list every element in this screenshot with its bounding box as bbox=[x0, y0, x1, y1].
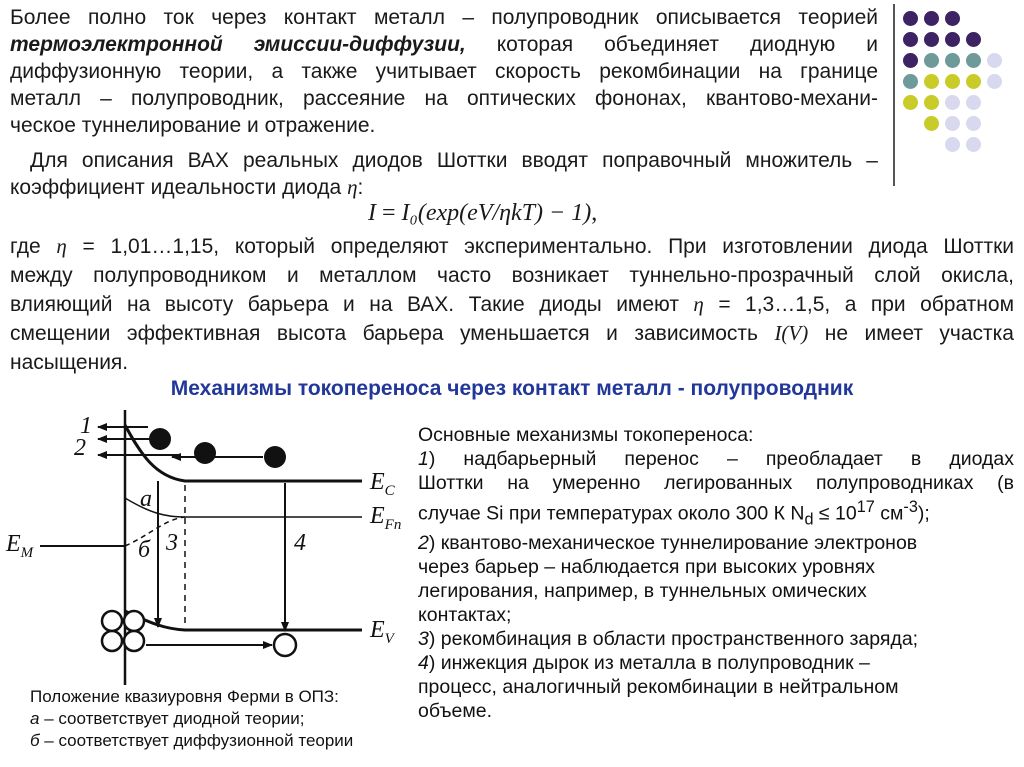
formula-lhs: I bbox=[368, 200, 376, 226]
label-1: 1 bbox=[80, 413, 92, 439]
decorative-dot bbox=[966, 32, 981, 47]
decorative-dot bbox=[924, 95, 939, 110]
decorative-dot bbox=[966, 53, 981, 68]
mechanism-4-line-3: объеме. bbox=[418, 700, 493, 723]
colon: : bbox=[357, 176, 364, 199]
mechanism-1-text-3d: ); bbox=[917, 502, 930, 525]
values-line-4-start: смещении эффективная высота барьера уменьшается и зависимость bbox=[10, 322, 758, 345]
decorative-dot bbox=[924, 32, 939, 47]
emission-diffusion-term: термоэлектронной эмиссии-диффузии, bbox=[10, 33, 466, 56]
electron-3 bbox=[264, 446, 286, 468]
decorative-dot bbox=[966, 137, 981, 152]
metal-state-4 bbox=[124, 631, 144, 651]
label-ev: $E_V$ bbox=[370, 617, 394, 647]
ideality-paragraph bbox=[10, 147, 878, 201]
decorative-dot bbox=[945, 11, 960, 26]
ideality-line-1: Для описания ВАХ реальных диодов Шоттки вводят поправочный множитель – bbox=[30, 149, 878, 172]
eta-symbol: η bbox=[347, 175, 358, 199]
decorative-dot bbox=[924, 74, 939, 89]
decorative-dot bbox=[945, 137, 960, 152]
formula-comma: , bbox=[591, 200, 598, 226]
caption-b: б bbox=[30, 731, 40, 750]
quasi-fermi-level-a bbox=[125, 498, 362, 517]
label-ec: $E_C$ bbox=[370, 469, 395, 499]
eta-symbol-3: η bbox=[693, 292, 704, 316]
decorative-dot bbox=[903, 74, 918, 89]
caption-line-2-text: – соответствует диодной теории; bbox=[39, 709, 305, 728]
values-line-3-start: влияющий на высоту барьера и на ВАХ. Такие диоды имеют bbox=[10, 293, 679, 316]
mechanism-2-line-1 bbox=[418, 531, 1014, 555]
intro-line-4: металл – полупроводник, рассеяние на оптических фононах, квантово-механи- bbox=[10, 87, 878, 110]
mechanism-2-number: 2 bbox=[418, 532, 429, 555]
diagram-caption bbox=[30, 686, 353, 752]
caption-line-1: Положение квазиуровня Ферми в ОПЗ: bbox=[30, 687, 339, 706]
intro-paragraph bbox=[10, 4, 878, 139]
ideality-values-paragraph bbox=[10, 232, 1014, 377]
mechanism-1-text-3a: случае Si при температурах около 300 К N bbox=[418, 502, 805, 525]
eta-symbol-2: η bbox=[56, 234, 67, 258]
label-3: 3 bbox=[166, 530, 178, 556]
hole bbox=[274, 634, 296, 656]
caption-line-2 bbox=[30, 708, 353, 730]
intro-line-1: Более полно ток через контакт металл – полупроводник описывается теорией bbox=[10, 6, 878, 29]
mechanism-1-line-2: Шоттки на умеренно легированных полупроводниках (в bbox=[418, 472, 1014, 494]
decorative-dot bbox=[966, 95, 981, 110]
decorative-dot bbox=[966, 116, 981, 131]
intro-line-5: ческое туннелирование и отражение. bbox=[10, 114, 376, 137]
band-diagram bbox=[0, 405, 412, 685]
formula-rhs: I₀(exp(eV/ηkT) − 1) bbox=[401, 200, 592, 226]
mechanism-3-text-1: ) рекомбинация в области пространственного заряда; bbox=[428, 628, 919, 651]
decorative-dot bbox=[903, 53, 918, 68]
label-efn: $E_{Fn}$ bbox=[370, 503, 402, 533]
power-17: 17 bbox=[856, 498, 875, 516]
valence-band-edge bbox=[125, 611, 362, 630]
values-line-5: насыщения. bbox=[10, 351, 129, 374]
decorative-dot bbox=[987, 74, 1002, 89]
decorative-dot bbox=[945, 95, 960, 110]
caption-line-3 bbox=[30, 730, 353, 752]
decorative-dot-grid bbox=[900, 8, 1018, 168]
mechanism-4-number: 4 bbox=[418, 652, 429, 675]
decorative-divider bbox=[893, 4, 895, 186]
mechanisms-heading: Основные механизмы токопереноса: bbox=[418, 424, 754, 446]
mechanism-4-line-1 bbox=[418, 651, 1014, 675]
label-em: $E_M$ bbox=[6, 531, 34, 561]
label-b: б bbox=[138, 537, 151, 563]
ivc-formula bbox=[368, 200, 597, 227]
decorative-dot bbox=[945, 74, 960, 89]
power-minus-3: -3 bbox=[903, 498, 918, 516]
label-a: а bbox=[140, 486, 152, 512]
mechanism-3-line-1 bbox=[418, 627, 1014, 651]
mechanism-4-text-1: ) инжекция дырок из металла в полупроводник – bbox=[428, 652, 870, 675]
nd-subscript: d bbox=[804, 510, 814, 529]
mechanism-1-unit: см bbox=[874, 502, 904, 525]
decorative-dot bbox=[903, 32, 918, 47]
decorative-dot bbox=[945, 53, 960, 68]
mechanism-1-line-1 bbox=[418, 447, 1014, 471]
decorative-dot bbox=[987, 53, 1002, 68]
label-4: 4 bbox=[294, 530, 306, 556]
electron-2 bbox=[194, 442, 216, 464]
mechanism-4-line-2: процесс, аналогичный рекомбинации в нейтральном bbox=[418, 676, 899, 699]
values-line-1 bbox=[10, 232, 1014, 261]
values-line-3-end: = 1,3…1,5, а при обратном bbox=[718, 293, 1015, 316]
intro-line-2 bbox=[10, 31, 878, 58]
mechanism-3-number: 3 bbox=[418, 628, 429, 651]
decorative-dot bbox=[924, 11, 939, 26]
mechanism-2-text-1: ) квантово-механическое туннелирование электронов bbox=[428, 532, 918, 555]
values-line-4-end: не имеет участка bbox=[824, 322, 1014, 345]
decorative-dot bbox=[945, 116, 960, 131]
iv-dependence-symbol: I(V) bbox=[774, 321, 809, 345]
ideality-line-2 bbox=[10, 174, 878, 201]
values-line-2: между полупроводником и металлом часто возникает туннельно-прозрачный слой окисла, bbox=[10, 264, 1014, 287]
section-title: Механизмы токопереноса через контакт металл - полупроводник bbox=[170, 377, 854, 400]
caption-a: а bbox=[30, 709, 40, 728]
mechanisms-list bbox=[418, 423, 1014, 723]
values-line-4 bbox=[10, 319, 1014, 348]
ideality-line-2-text: коэффициент идеальности диода bbox=[10, 176, 342, 199]
decorative-dot bbox=[924, 53, 939, 68]
mechanism-1-text-3b: ≤ 10 bbox=[813, 502, 857, 525]
metal-state-2 bbox=[102, 631, 122, 651]
intro-line-2-text: которая объединяет диодную и bbox=[496, 33, 878, 56]
metal-state-1 bbox=[102, 611, 122, 631]
mechanism-1-text-1: ) надбарьерный перенос – преобладает в диодах bbox=[428, 448, 1014, 470]
caption-line-3-text: – соответствует диффузионной теории bbox=[39, 731, 354, 750]
mechanism-2-line-2: через барьер – наблюдается при высоких уровнях bbox=[418, 556, 876, 579]
label-2: 2 bbox=[74, 435, 86, 461]
mechanism-1-number: 1 bbox=[418, 448, 429, 470]
decorative-dot bbox=[945, 32, 960, 47]
decorative-dot bbox=[966, 74, 981, 89]
mechanism-2-line-3: легирования, например, в туннельных омических bbox=[418, 580, 867, 603]
values-line-1-end: = 1,01…1,15, который определяют экспериментально. При изготовлении диода Шоттки bbox=[82, 235, 1014, 258]
intro-line-3: диффузионную теории, а также учитывает скорость рекомбинации на границе bbox=[10, 60, 878, 83]
metal-state-3 bbox=[124, 611, 144, 631]
mechanism-1-line-3 bbox=[418, 495, 1014, 531]
electron-1 bbox=[149, 428, 171, 450]
mechanism-2-line-4: контактах; bbox=[418, 604, 512, 627]
decorative-dot bbox=[924, 116, 939, 131]
values-line-3 bbox=[10, 290, 1014, 319]
formula-equals: = bbox=[382, 200, 396, 226]
values-line-1-start: где bbox=[10, 235, 41, 258]
decorative-dot bbox=[903, 95, 918, 110]
decorative-dot bbox=[903, 11, 918, 26]
